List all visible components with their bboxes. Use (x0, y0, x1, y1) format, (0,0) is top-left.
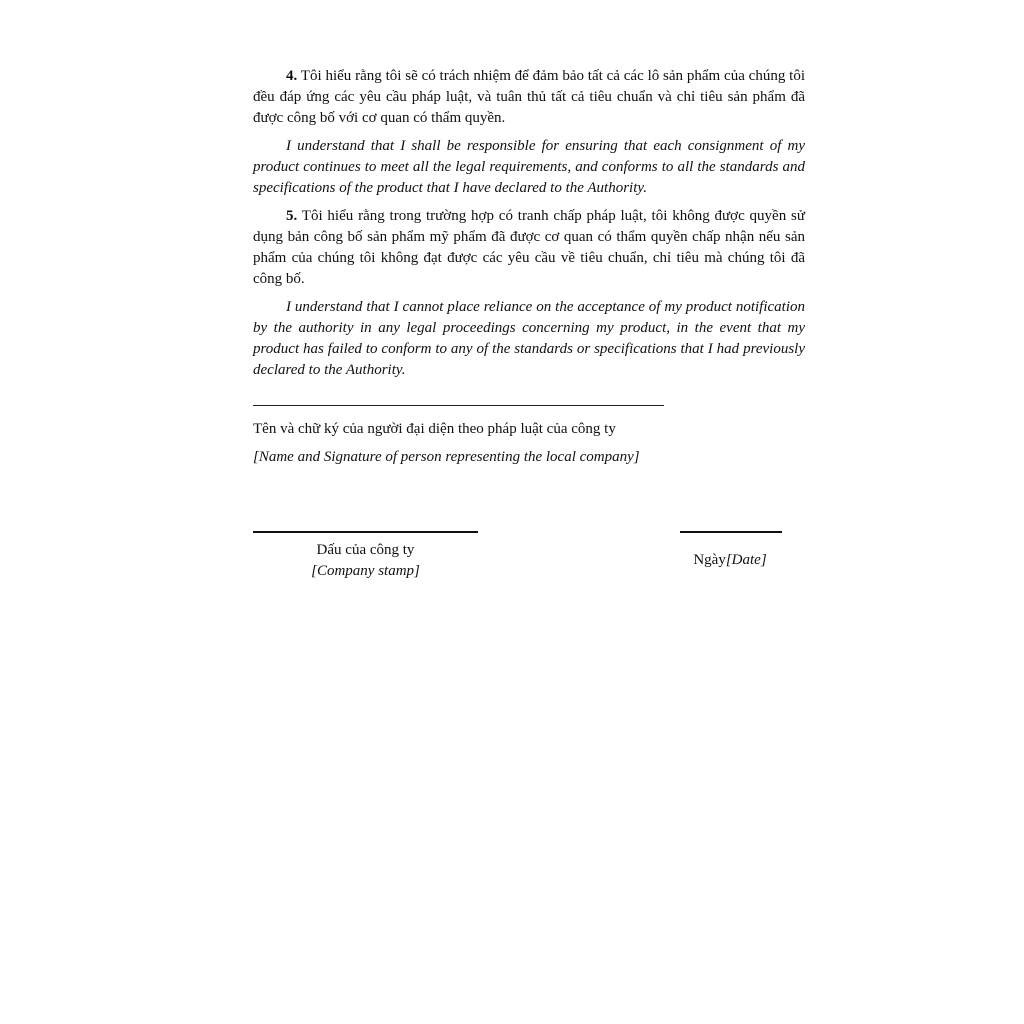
company-stamp-label-vietnamese: Dấu của công ty (316, 542, 415, 558)
clause-5-vi-text: Tôi hiểu rằng trong trường hợp có tranh chấp pháp luật, tôi không được quyền sử dụng bản công bố sản phẩm mỹ phẩm đã được cơ quan có thẩm quyền chấp nhận nếu sản phẩm của chúng tôi không đạt được các yêu cầu về tiêu chuẩn, chỉ tiêu mà chúng tôi đã công bố. (253, 208, 805, 287)
company-stamp-label-english: [Company stamp] (311, 563, 420, 579)
company-stamp-block (253, 540, 478, 582)
signature-label-vietnamese: Tên và chữ ký của người đại diện theo pháp luật của công ty (253, 421, 616, 437)
date-line (680, 531, 782, 533)
clause-5-vietnamese (253, 206, 805, 290)
clause-4-vi-text: Tôi hiểu rằng tôi sẽ có trách nhiệm để đảm bảo tất cả các lô sản phẩm của chúng tôi đều đáp ứng các yêu cầu pháp luật, và tuân thủ tất cả tiêu chuẩn và chỉ tiêu sản phẩm đã được công bố với cơ quan có thẩm quyền. (253, 68, 805, 126)
date-label-vietnamese: Ngày (693, 552, 726, 568)
signature-line (253, 405, 664, 406)
clause-4-english: I understand that I shall be responsible for ensuring that each consignment of my product continues to meet all the legal requirements, and conforms to all the standards and specifications of the product that I have declared to the Authority. (253, 138, 805, 196)
date-block (660, 550, 800, 571)
clause-4-vietnamese (253, 66, 805, 129)
clause-5-number: 5. (286, 208, 298, 224)
date-label-english: [Date] (725, 552, 767, 568)
signature-label-english: [Name and Signature of person representing the local company] (253, 449, 640, 465)
company-stamp-line (253, 531, 478, 533)
declaration-body (253, 66, 805, 381)
clause-4-number: 4. (286, 68, 298, 84)
clause-5-english: I understand that I cannot place reliance on the acceptance of my product notification by the authority in any legal proceedings concerning my product, in the event that my product has failed to conform to any of the standards or specifications that I had previously declared to the Authority. (253, 299, 805, 378)
